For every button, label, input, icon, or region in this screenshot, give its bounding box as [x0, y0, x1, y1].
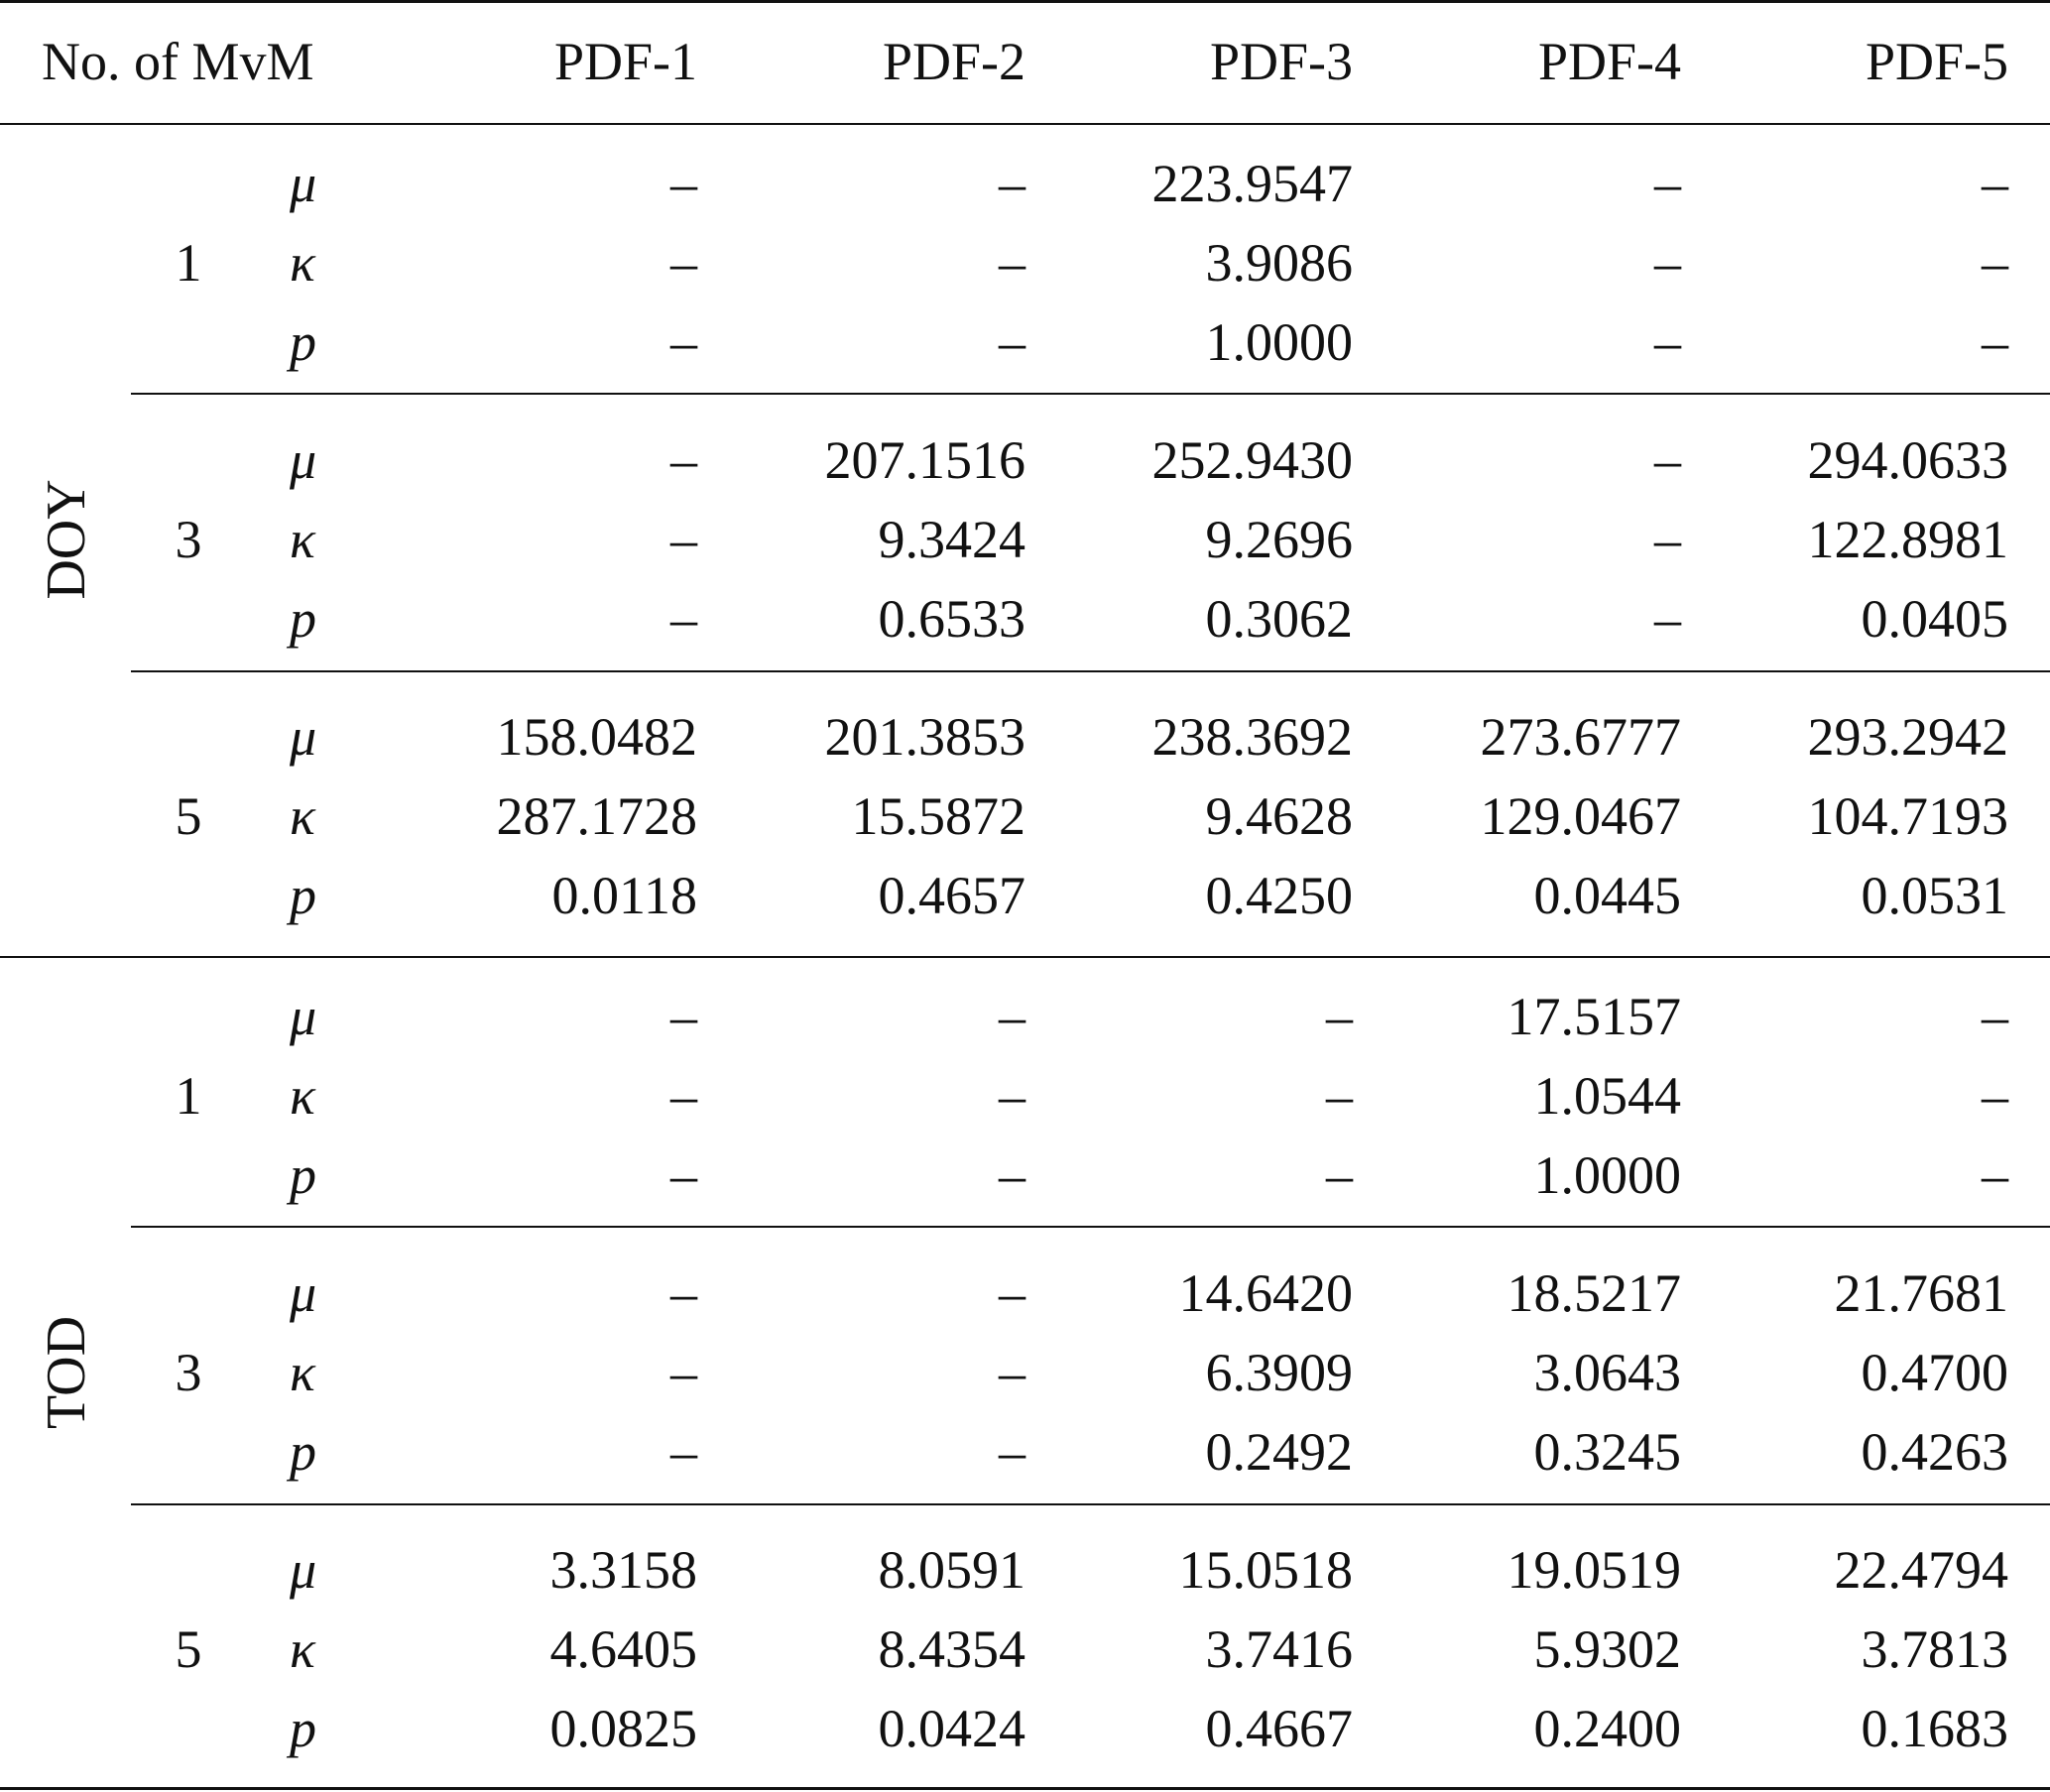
table-cell: – [1654, 312, 1681, 372]
table-cell: 293.2942 [1807, 707, 2008, 767]
table-cell: 4.6405 [549, 1619, 697, 1679]
table-cell: 3.0643 [1533, 1343, 1681, 1402]
table-cell: 21.7681 [1834, 1263, 2008, 1323]
header-pdf-1: PDF-1 [553, 32, 697, 91]
mvm-count: 5 [175, 786, 202, 846]
table-cell: – [999, 1145, 1025, 1205]
table-cell: – [999, 1066, 1025, 1126]
table-cell: 3.9086 [1205, 233, 1353, 293]
table-cell: 6.3909 [1205, 1343, 1353, 1402]
table-cell: 1.0000 [1533, 1145, 1681, 1205]
table-cell: – [670, 233, 697, 293]
table-cell: – [670, 1343, 697, 1402]
table-cell: – [670, 154, 697, 213]
table-cell: 0.0424 [878, 1699, 1025, 1758]
table-cell: 129.0467 [1480, 786, 1681, 846]
table-cell: – [670, 1263, 697, 1323]
parameter-symbol: μ [290, 707, 317, 767]
table-cell: 5.9302 [1533, 1619, 1681, 1679]
table-cell: 0.4700 [1861, 1343, 2008, 1402]
table-cell: – [1654, 430, 1681, 490]
table-cell: 104.7193 [1807, 786, 2008, 846]
parameter-symbol: p [290, 1699, 316, 1758]
parameter-symbol: μ [290, 1263, 317, 1323]
table-cell: 8.0591 [878, 1540, 1025, 1600]
header-pdf-3: PDF-3 [1209, 32, 1353, 91]
parameter-symbol: κ [290, 510, 315, 569]
group-rule [131, 1226, 2050, 1228]
mvm-count: 5 [175, 1619, 202, 1679]
table-cell: 22.4794 [1834, 1540, 2008, 1600]
bottom-rule [0, 1787, 2050, 1790]
table-cell: 15.5872 [851, 786, 1025, 846]
table-cell: 0.0825 [549, 1699, 697, 1758]
table-cell: – [1982, 154, 2008, 213]
table-cell: – [1654, 589, 1681, 649]
table-cell: 0.2400 [1533, 1699, 1681, 1758]
group-rule [131, 393, 2050, 395]
table-cell: 9.3424 [878, 510, 1025, 569]
table-cell: 0.6533 [878, 589, 1025, 649]
table-header-row [0, 2, 2050, 121]
section-rule [0, 956, 2050, 958]
table-cell: – [1326, 987, 1353, 1046]
table-cell: 0.0445 [1533, 866, 1681, 925]
table-cell: – [1982, 1145, 2008, 1205]
parameter-symbol: p [290, 312, 316, 372]
table-cell: – [1982, 233, 2008, 293]
parameter-symbol: κ [290, 233, 315, 293]
table-cell: 1.0544 [1533, 1066, 1681, 1126]
group-rule [131, 1503, 2050, 1505]
table-cell: – [999, 312, 1025, 372]
table-cell: 3.7813 [1861, 1619, 2008, 1679]
parameter-symbol: p [290, 1145, 316, 1205]
table-cell: 122.8981 [1807, 510, 2008, 569]
parameter-symbol: μ [290, 987, 317, 1046]
header-pdf-4: PDF-4 [1537, 32, 1681, 91]
table-cell: 0.0531 [1861, 866, 2008, 925]
table-cell: – [1326, 1145, 1353, 1205]
table-cell: 19.0519 [1507, 1540, 1681, 1600]
mvm-count: 1 [175, 1066, 202, 1126]
table-cell: 18.5217 [1507, 1263, 1681, 1323]
table-cell: 1.0000 [1205, 312, 1353, 372]
section-label: TOD [36, 1315, 97, 1430]
header-label: No. of MvM [42, 32, 314, 91]
parameter-symbol: p [290, 589, 316, 649]
header-pdf-5: PDF-5 [1865, 32, 2008, 91]
table-cell: 0.1683 [1861, 1699, 2008, 1758]
table-cell: – [670, 430, 697, 490]
table-cell: 0.3062 [1205, 589, 1353, 649]
group-rule [131, 670, 2050, 672]
table-cell: – [1654, 510, 1681, 569]
table-cell: – [670, 1066, 697, 1126]
table-cell: – [670, 510, 697, 569]
table-cell: – [1654, 154, 1681, 213]
parameter-symbol: p [290, 866, 316, 925]
table-cell: 0.4263 [1861, 1422, 2008, 1482]
parameter-symbol: κ [290, 786, 315, 846]
parameter-symbol: κ [290, 1066, 315, 1126]
parameter-symbol: μ [290, 154, 317, 213]
header-rule [0, 123, 2050, 125]
table-cell: 9.4628 [1205, 786, 1353, 846]
table-cell: – [999, 154, 1025, 213]
mvm-count: 3 [175, 510, 202, 569]
parameter-symbol: μ [290, 430, 317, 490]
table-cell: 8.4354 [878, 1619, 1025, 1679]
table-cell: 0.0118 [551, 866, 697, 925]
table-cell: 15.0518 [1178, 1540, 1353, 1600]
table-cell: – [999, 1422, 1025, 1482]
parameter-symbol: κ [290, 1343, 315, 1402]
table-cell: 9.2696 [1205, 510, 1353, 569]
table-cell: 17.5157 [1507, 987, 1681, 1046]
table-cell: – [670, 987, 697, 1046]
mvm-count: 1 [175, 233, 202, 293]
table-cell: – [1982, 1066, 2008, 1126]
section-label: DOY [36, 479, 97, 600]
table-cell: – [999, 1343, 1025, 1402]
table-cell: – [670, 1422, 697, 1482]
parameter-symbol: μ [290, 1540, 317, 1600]
table-cell: 238.3692 [1151, 707, 1353, 767]
table-cell: 252.9430 [1151, 430, 1353, 490]
mvm-count: 3 [175, 1343, 202, 1402]
table-cell: – [999, 1263, 1025, 1323]
table-cell: 223.9547 [1151, 154, 1353, 213]
table-cell: 294.0633 [1807, 430, 2008, 490]
table-cell: 273.6777 [1480, 707, 1681, 767]
table-cell: 0.4657 [878, 866, 1025, 925]
table-cell: – [1654, 233, 1681, 293]
table-cell: 207.1516 [824, 430, 1025, 490]
table-cell: 14.6420 [1178, 1263, 1353, 1323]
table-cell: – [670, 1145, 697, 1205]
table-cell: 0.4667 [1205, 1699, 1353, 1758]
table-cell: – [1982, 987, 2008, 1046]
table-cell: 3.3158 [549, 1540, 697, 1600]
table-cell: 201.3853 [824, 707, 1025, 767]
table-cell: 0.0405 [1861, 589, 2008, 649]
table-cell: 0.4250 [1205, 866, 1353, 925]
header-pdf-2: PDF-2 [882, 32, 1025, 91]
table-cell: 158.0482 [496, 707, 697, 767]
table-cell: 0.2492 [1205, 1422, 1353, 1482]
table-cell: – [670, 312, 697, 372]
table-cell: 287.1728 [496, 786, 697, 846]
table-cell: – [1326, 1066, 1353, 1126]
table-cell: 0.3245 [1533, 1422, 1681, 1482]
table-cell: – [670, 589, 697, 649]
parameter-symbol: κ [290, 1619, 315, 1679]
table-cell: – [999, 233, 1025, 293]
parameter-symbol: p [290, 1422, 316, 1482]
table-cell: – [1982, 312, 2008, 372]
table-cell: 3.7416 [1205, 1619, 1353, 1679]
table-cell: – [999, 987, 1025, 1046]
